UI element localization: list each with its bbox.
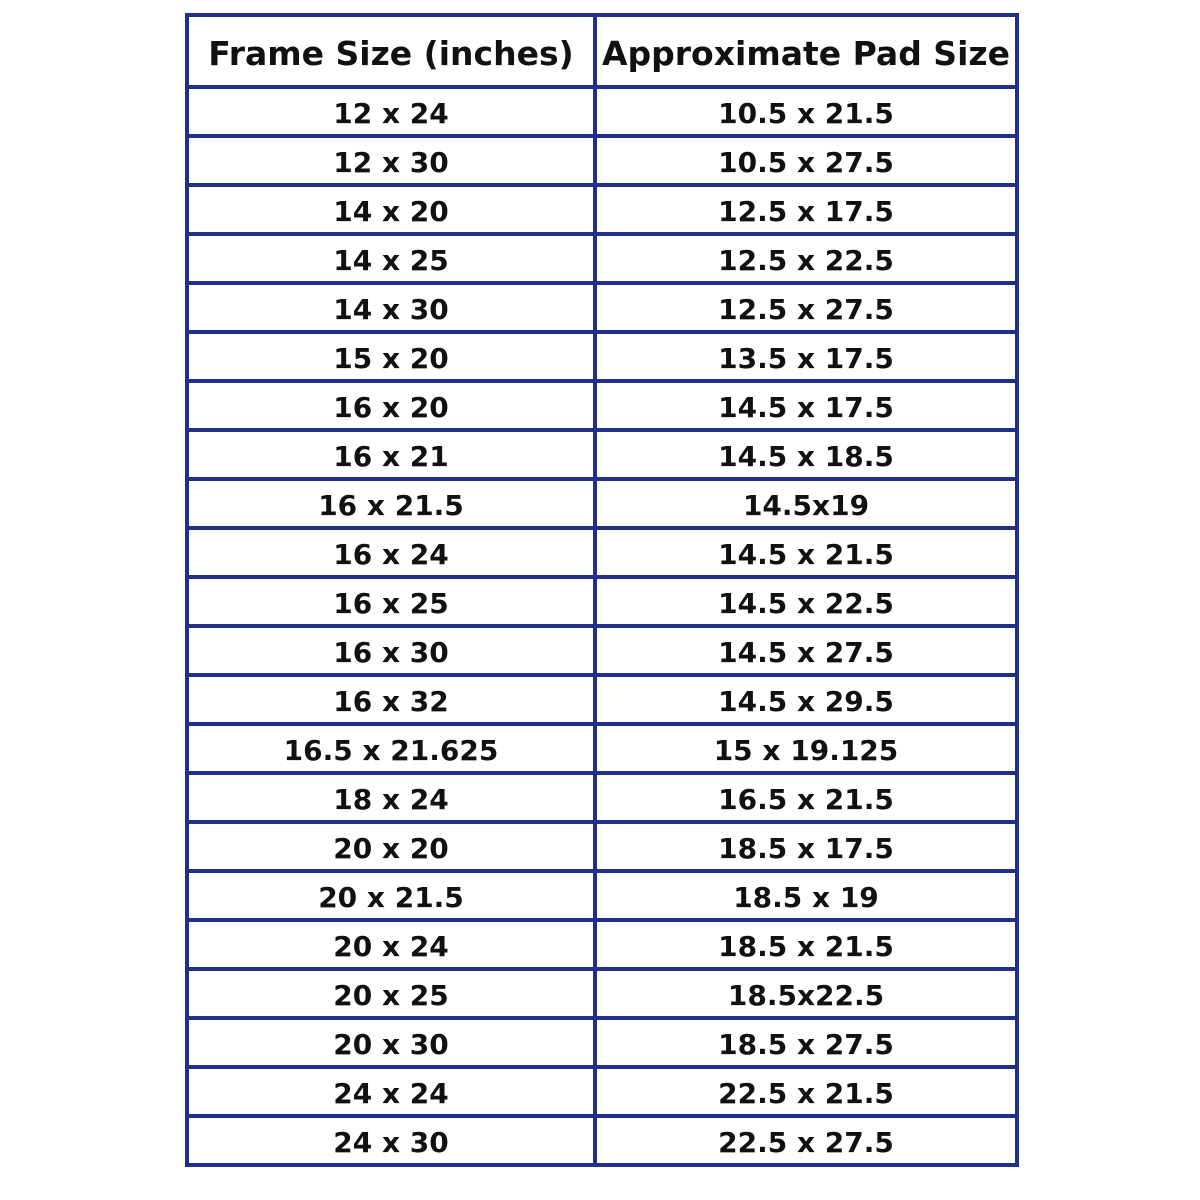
table-row: [187, 1067, 1017, 1116]
table-row: [187, 773, 1017, 822]
table-row: [187, 724, 1017, 773]
table-row: [187, 871, 1017, 920]
table-row: [187, 577, 1017, 626]
table-row: [187, 136, 1017, 185]
table-row: [187, 626, 1017, 675]
frame-size-cell: 16.5 x 21.625: [187, 724, 595, 773]
pad-size-cell: 14.5 x 17.5: [595, 381, 1017, 430]
table-row: [187, 1018, 1017, 1067]
pad-size-cell: 14.5x19: [595, 479, 1017, 528]
pad-size-cell: 10.5 x 27.5: [595, 136, 1017, 185]
table-row: [187, 969, 1017, 1018]
table-row: [187, 332, 1017, 381]
frame-size-cell: 14 x 30: [187, 283, 595, 332]
table-row: [187, 185, 1017, 234]
pad-size-cell: 12.5 x 27.5: [595, 283, 1017, 332]
pad-size-cell: 22.5 x 21.5: [595, 1067, 1017, 1116]
table-row: [187, 675, 1017, 724]
table-row: [187, 822, 1017, 871]
frame-size-cell: 12 x 30: [187, 136, 595, 185]
pad-size-cell: 10.5 x 21.5: [595, 87, 1017, 136]
frame-size-cell: 16 x 24: [187, 528, 595, 577]
frame-size-cell: 20 x 30: [187, 1018, 595, 1067]
frame-size-cell: 20 x 21.5: [187, 871, 595, 920]
frame-size-cell: 15 x 20: [187, 332, 595, 381]
frame-size-cell: 16 x 20: [187, 381, 595, 430]
header-frame-size: Frame Size (inches): [187, 15, 595, 87]
pad-size-cell: 18.5 x 19: [595, 871, 1017, 920]
frame-size-cell: 14 x 20: [187, 185, 595, 234]
table-row: [187, 479, 1017, 528]
pad-size-cell: 14.5 x 21.5: [595, 528, 1017, 577]
frame-size-cell: 16 x 21.5: [187, 479, 595, 528]
pad-size-cell: 16.5 x 21.5: [595, 773, 1017, 822]
pad-size-cell: 18.5x22.5: [595, 969, 1017, 1018]
table-row: [187, 381, 1017, 430]
frame-size-cell: 18 x 24: [187, 773, 595, 822]
pad-size-cell: 14.5 x 18.5: [595, 430, 1017, 479]
frame-size-cell: 14 x 25: [187, 234, 595, 283]
pad-size-cell: 22.5 x 27.5: [595, 1116, 1017, 1165]
frame-size-cell: 20 x 25: [187, 969, 595, 1018]
table-row: [187, 87, 1017, 136]
pad-size-cell: 12.5 x 22.5: [595, 234, 1017, 283]
header-pad-size: Approximate Pad Size: [595, 15, 1017, 87]
frame-size-cell: 16 x 30: [187, 626, 595, 675]
table-header-row: [187, 15, 1017, 87]
frame-size-cell: 24 x 24: [187, 1067, 595, 1116]
pad-size-cell: 13.5 x 17.5: [595, 332, 1017, 381]
pad-size-cell: 14.5 x 29.5: [595, 675, 1017, 724]
size-chart-table: [185, 13, 1019, 1167]
pad-size-cell: 12.5 x 17.5: [595, 185, 1017, 234]
table-row: [187, 430, 1017, 479]
pad-size-cell: 15 x 19.125: [595, 724, 1017, 773]
pad-size-cell: 14.5 x 22.5: [595, 577, 1017, 626]
frame-size-cell: 20 x 20: [187, 822, 595, 871]
frame-size-cell: 16 x 32: [187, 675, 595, 724]
table-row: [187, 234, 1017, 283]
pad-size-cell: 14.5 x 27.5: [595, 626, 1017, 675]
table-row: [187, 528, 1017, 577]
frame-size-cell: 24 x 30: [187, 1116, 595, 1165]
pad-size-cell: 18.5 x 21.5: [595, 920, 1017, 969]
frame-size-cell: 12 x 24: [187, 87, 595, 136]
frame-size-cell: 20 x 24: [187, 920, 595, 969]
table-row: [187, 920, 1017, 969]
table-row: [187, 283, 1017, 332]
pad-size-cell: 18.5 x 27.5: [595, 1018, 1017, 1067]
frame-size-cell: 16 x 25: [187, 577, 595, 626]
pad-size-cell: 18.5 x 17.5: [595, 822, 1017, 871]
frame-size-cell: 16 x 21: [187, 430, 595, 479]
size-chart-table-container: [185, 13, 1015, 1167]
table-row: [187, 1116, 1017, 1165]
